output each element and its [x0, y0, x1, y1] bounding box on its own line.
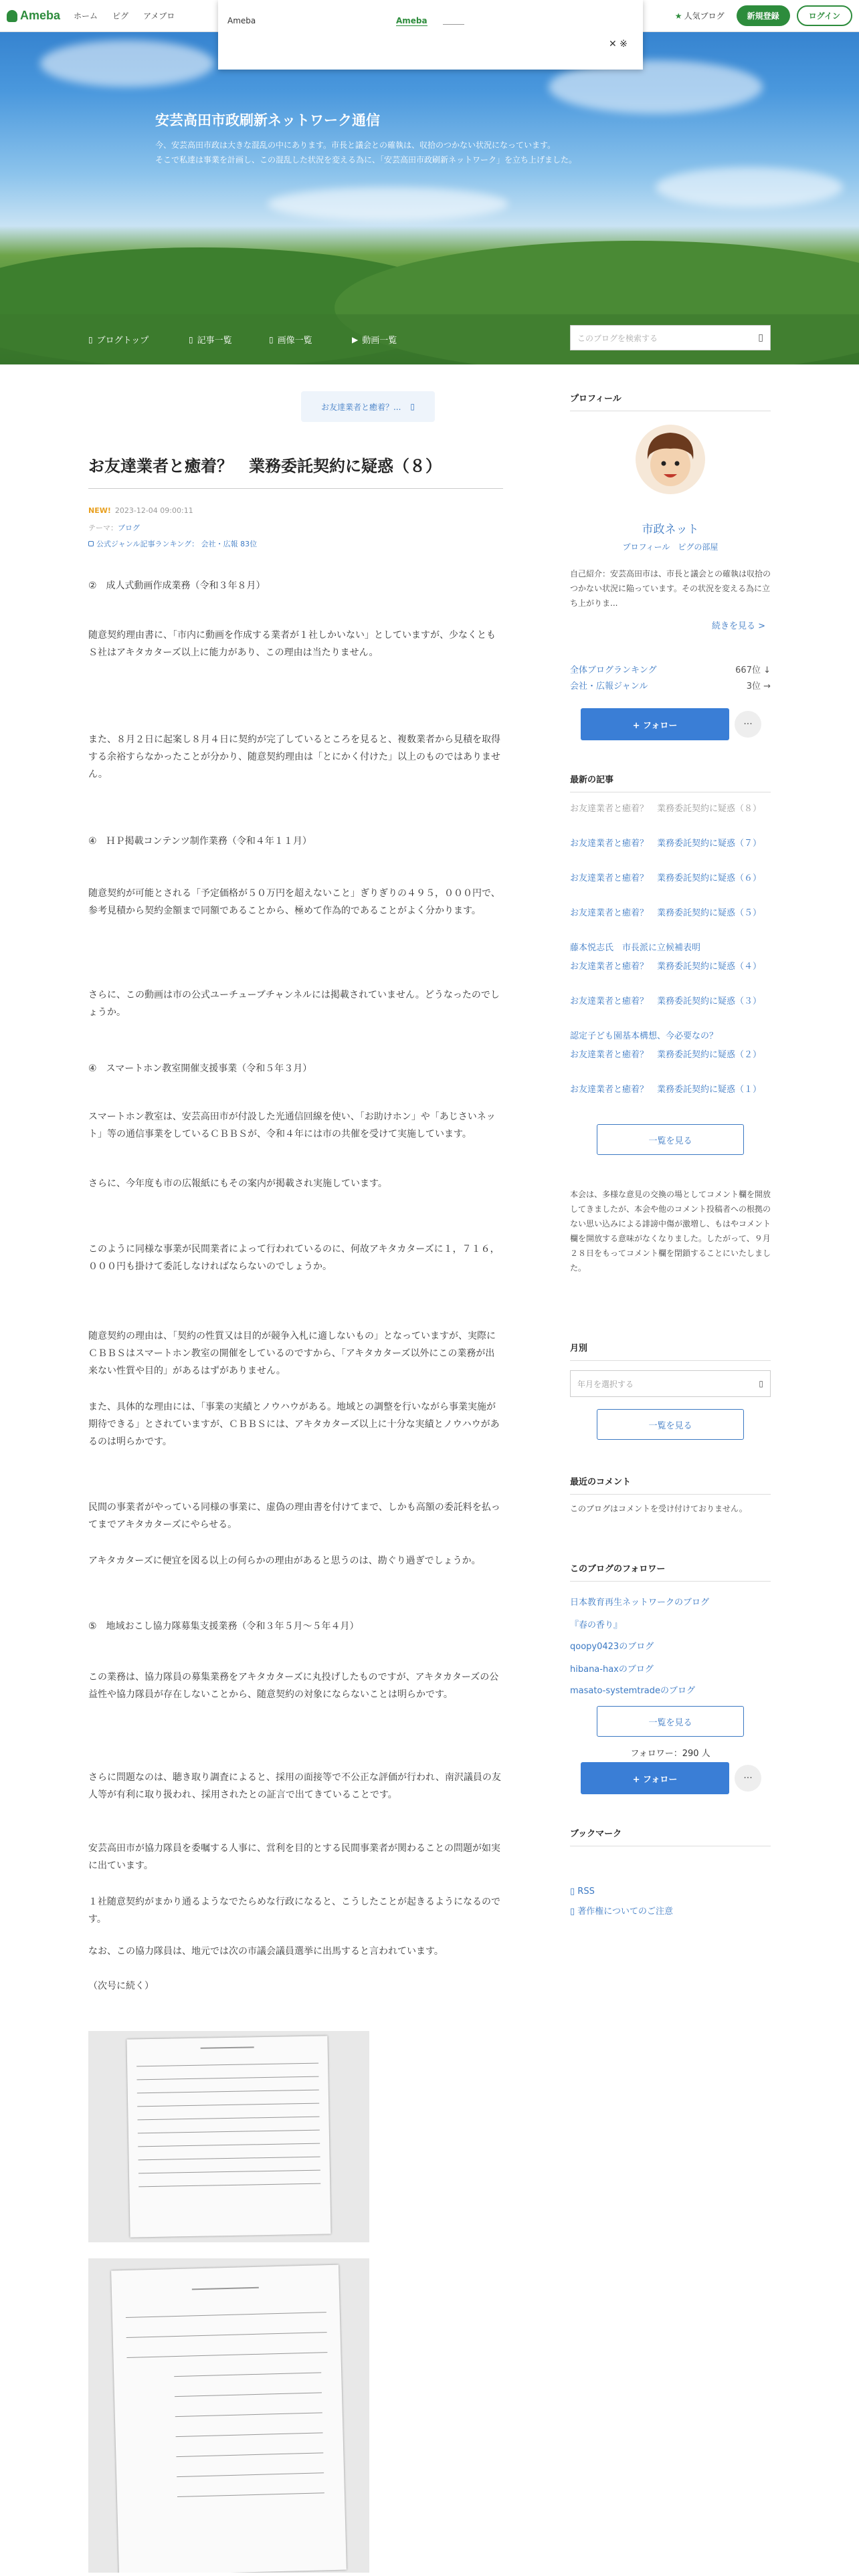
search-icon[interactable]: ▯ [758, 332, 763, 343]
article-paragraph: なお、この協力隊員は、地元では次の市議会議員選挙に出馬すると言われています。 [88, 1946, 444, 1957]
nav-article-list-label: 記事一覧 [197, 336, 232, 346]
document-line [176, 2432, 323, 2437]
recent-article-link[interactable]: お友達業者と癒着？ 業務委託契約に疑惑（６） [570, 873, 762, 883]
document-line [138, 2183, 320, 2187]
document-line [136, 2076, 318, 2080]
article-paragraph: ⑤ 地域おこし協力隊募集支援業務（令和３年５月～５年４月） [88, 1621, 359, 1632]
genre-ranking-side-label[interactable]: 会社・広報ジャンル [570, 681, 648, 691]
nav-image-list-label: 画像一覧 [277, 336, 312, 346]
register-button[interactable]: 新規登録 [737, 5, 790, 26]
article-paragraph: さらに、今年度も市の広報紙にもその案内が掲載され実施しています。 [88, 1178, 387, 1189]
prev-article-label: お友達業者と癒着？... [320, 402, 401, 412]
document-line [138, 2143, 320, 2147]
recent-article-link[interactable]: お友達業者と癒着？ 業務委託契約に疑惑（７） [570, 839, 762, 849]
genre-ranking[interactable] [88, 538, 257, 549]
genre-ranking-side[interactable] [570, 679, 771, 691]
article-image-contract-document[interactable] [88, 2258, 369, 2573]
follow-button[interactable]: + フォロー [581, 708, 729, 740]
avatar-icon [636, 425, 705, 494]
ranking-icon [88, 541, 94, 546]
article-paragraph: 随意契約の理由は、「契約の性質又は目的が競争入札に適しないもの」となっていますが、実際にＣＢＢＳはスマートホン教室の開催をしているのですから、「アキタカターズ以外にこの業務が出来ない性質や目的」があるはずがありません。 [88, 1331, 496, 1376]
ad-popup [218, 0, 643, 70]
nav-ameblo[interactable]: アメブロ [143, 11, 175, 21]
follow-button-bottom[interactable]: + フォロー [581, 1762, 729, 1794]
cloud-shape [268, 187, 508, 221]
image-icon: ▯ [269, 334, 274, 344]
document-line [174, 2372, 321, 2377]
document-line [175, 2412, 322, 2417]
article-paragraph: ② 成人式動画作成業務（令和３年８月） [88, 580, 266, 591]
recent-article-link[interactable]: お友達業者と癒着？ 業務委託契約に疑惑（４） [570, 962, 762, 972]
recent-comments-heading: 最近のコメント [570, 1475, 771, 1495]
document-line [138, 2157, 320, 2161]
star-icon: ★ [674, 11, 682, 21]
rss-icon: ▯ [570, 1887, 578, 1897]
copyright-label: 著作権についてのご注意 [577, 1907, 674, 1917]
arrow-icon: ▯ [410, 402, 415, 411]
blog-description-line: 今、安芸高田市政は大きな混乱の中にあります。市長と議会との確執は、収拾のつかない状況になっています。 [155, 140, 556, 150]
article-paragraph: 安芸高田市が協力隊員を委嘱する人事に、営利を目的とする民間事業者が関わることの問題が如実に出ています。 [88, 1843, 500, 1871]
new-badge: NEW! [88, 506, 111, 515]
document-line [126, 2312, 326, 2318]
article-paragraph: 随意契約が可能とされる「予定価格が５０万円を超えないこと」ぎりぎりの４９５，０００円で、参考見積から契約金額まで同額であることから、極めて作為的であることがよく分かります。 [88, 888, 500, 916]
comment-notice: 本会は、多様な意見の交換の場としてコメント欄を開放してきましたが、本会や他のコメント投稿者への根拠のない思い込みによる誹謗中傷が激増し、もはやコメント欄を開放する意味がなくなりました。したがって、９月２８日をもってコメント欄を閉鎖することにいたしました。 [570, 1190, 771, 1273]
ameba-logo-icon [7, 10, 17, 22]
monthly-list-button[interactable]: 一覧を見る [597, 1409, 744, 1440]
cloud-shape [40, 40, 214, 87]
document-line [138, 2170, 320, 2174]
document-line [177, 2472, 324, 2477]
recent-article-link[interactable]: お友達業者と癒着？ 業務委託契約に疑惑（１） [570, 1085, 762, 1095]
document-line [137, 2090, 319, 2094]
follower-count: フォロワー：290 人 [630, 1749, 710, 1759]
document-line [192, 2287, 259, 2290]
article-paragraph: ④ ＨＰ掲載コンテンツ制作業務（令和４年１１月） [88, 836, 312, 847]
overall-ranking[interactable] [570, 663, 771, 675]
document-line [126, 2332, 327, 2338]
search-placeholder: このブログを検索する [577, 333, 658, 343]
article-paragraph: また、８月２日に起案し８月４日に契約が完了しているところを見ると、複数業者から見積を取得する余裕すらなかったことが分かり、随意契約理由は「とにかく付けた」以上のものではありません。 [88, 734, 500, 780]
follower-list-button[interactable]: 一覧を見る [597, 1706, 744, 1737]
article-paragraph: この業務は、協力隊員の募集業務をアキタカターズに丸投げしたものですが、アキタカターズの公益性や協力隊員が存在しないことから、随意契約の対象にならないことは明らかです。 [88, 1672, 499, 1700]
profile-links[interactable]: プロフィール ピグの部屋 [622, 542, 719, 552]
article-date-row [88, 506, 193, 515]
article-paragraph: また、具体的な理由には、「事業の実績とノウハウがある。地域との調整を行いながら事業実施が期待できる」とされていますが、ＣＢＢＳには、アキタカターズ以上に十分な実績とノウハウがあるのは明らかです。 [88, 1402, 500, 1447]
document-sheet [111, 2265, 347, 2573]
cloud-shape [656, 167, 843, 207]
blog-search-input[interactable] [570, 325, 771, 350]
document-sheet [126, 2036, 330, 2237]
recent-articles-heading: 最新の記事 [570, 772, 771, 792]
close-icon[interactable]: ✕ ※ [609, 39, 628, 49]
article-list-button[interactable]: 一覧を見る [597, 1124, 744, 1155]
overall-ranking-label[interactable]: 全体ブログランキング [570, 665, 657, 675]
nav-home[interactable]: ホーム [74, 11, 98, 21]
genre-ranking-side-value: 3位 → [746, 681, 771, 691]
document-line [138, 2117, 320, 2121]
article-paragraph: （次号に続く） [88, 1981, 154, 1992]
article-paragraph: さらに、この動画は市の公式ユーチューブチャンネルには掲載されていません。どうなったのでしょうか。 [88, 990, 500, 1018]
popular-blog-link[interactable] [675, 10, 725, 21]
document-line [176, 2452, 323, 2457]
list-icon: ▯ [189, 334, 193, 344]
article-theme-row [88, 522, 140, 533]
nav-pigg[interactable]: ピグ [112, 11, 129, 21]
theme-link[interactable]: ブログ [118, 524, 140, 532]
login-button[interactable]: ログイン [797, 5, 852, 26]
document-line [136, 2063, 318, 2067]
nav-article-list[interactable] [189, 333, 232, 346]
rss-link[interactable] [570, 1887, 595, 1897]
chevron-down-icon: ▯ [759, 1379, 763, 1388]
recent-article-link[interactable]: お友達業者と癒着？ 業務委託契約に疑惑（３） [570, 996, 762, 1006]
ameba-logo[interactable] [7, 9, 60, 23]
profile-intro: 自己紹介：安芸高田市は、市長と議会との確執は収拾のつかない状況に陥っています。その状況を変える為に立ち上がりま... [570, 569, 771, 608]
article-paragraph: 随意契約理由書に、「市内に動画を作成する業者が１社しかいない」としていますが、少なくともＳ社はアキタカターズ以上に能力があり、この理由は当たりません。 [88, 630, 496, 658]
profile-heading: プロフィール [570, 391, 771, 411]
top-bar-actions [675, 5, 852, 26]
nav-image-list[interactable] [269, 333, 312, 346]
overall-ranking-value: 667位 ↓ [735, 665, 771, 675]
info-icon: ▯ [570, 1907, 578, 1917]
video-icon: ▶ [352, 334, 359, 344]
article-image-document-table[interactable] [88, 2031, 369, 2242]
article-date: 2023-12-04 09:00:11 [114, 506, 193, 515]
recent-article-link[interactable]: お友達業者と癒着？ 業務委託契約に疑惑（２） [570, 1050, 762, 1060]
month-select-value: 年月を選択する [577, 1379, 634, 1389]
document-line [201, 2046, 254, 2048]
month-select[interactable] [570, 1370, 771, 1397]
article-paragraph: スマートホン教室は、安芸高田市が付設した光通信回線を使い、「お助けホン」や「あじさいネット」等の通信事業をしているＣＢＢＳが、令和４年には市の共催を受けて実施しています。 [88, 1111, 496, 1140]
nav-video-list-label: 動画一覧 [362, 336, 397, 346]
profile-name[interactable]: 市政ネット [642, 523, 699, 536]
article-paragraph: ④ スマートホン教室開催支援事業（令和５年３月） [88, 1063, 312, 1074]
theme-label: テーマ： [88, 524, 118, 532]
home-icon: ▯ [88, 334, 93, 344]
follower-link[interactable]: 『春の香り』 [570, 1620, 623, 1630]
popular-blog-label: 人気ブログ [684, 11, 725, 21]
document-line [175, 2392, 322, 2397]
nav-video-list[interactable] [352, 333, 397, 346]
genre-ranking-label: 公式ジャンル記事ランキング： 会社・広報 83位 [96, 540, 258, 548]
prev-article-link[interactable] [301, 391, 435, 422]
article-paragraph: １社随意契約がまかり通るようなでたらめな行政になると、こうしたことが起きるようになるのです。 [88, 1897, 500, 1925]
bookmark-heading: ブックマーク [570, 1826, 771, 1846]
top-nav [74, 10, 189, 21]
article-paragraph: アキタカターズに便宜を図る以上の何らかの理由があると思うのは、勘ぐり過ぎでしょうか。 [88, 1555, 481, 1566]
nav-blog-top[interactable] [88, 333, 149, 346]
more-options-icon[interactable]: ··· [735, 711, 761, 738]
comments-disabled-text: このブログはコメントを受け付けておりません。 [570, 1504, 747, 1513]
follower-link[interactable]: masato-systemtradeのブログ [570, 1686, 696, 1696]
blog-description [155, 138, 677, 167]
popup-brand-link[interactable]: Ameba [396, 16, 427, 25]
popup-label: Ameba [227, 16, 256, 25]
document-line [177, 2492, 324, 2497]
recent-article-link[interactable]: 認定子ども園基本構想、今必要なの？ [570, 1031, 719, 1041]
copyright-link[interactable] [570, 1904, 673, 1917]
recent-article-link[interactable]: お友達業者と癒着？ 業務委託契約に疑惑（８） [570, 804, 762, 814]
article-title[interactable]: お友達業者と癒着？ 業務委託契約に疑惑（８） [88, 453, 503, 489]
nav-blog-top-label: ブログトップ [96, 336, 149, 346]
recent-article-link[interactable]: 藤本悦志氏 市長派に立候補表明 [570, 943, 701, 953]
followers-heading: このブログのフォロワー [570, 1562, 771, 1582]
document-line [137, 2103, 319, 2107]
document-line [126, 2352, 327, 2358]
monthly-heading: 月別 [570, 1341, 771, 1361]
follower-link[interactable]: qoopy0423のブログ [570, 1642, 654, 1652]
ameba-logo-text: Ameba [20, 9, 61, 22]
follower-link[interactable]: hibana-haxのブログ [570, 1665, 654, 1675]
rss-label: RSS [577, 1887, 595, 1897]
article-paragraph: 民間の事業者がやっている同様の事業に、虚偽の理由書を付けてまで、しかも高額の委託料を払ってまでアキタカターズにやらせる。 [88, 1502, 500, 1530]
article-paragraph: このように同様な事業が民間業者によって行われているのに、何故アキタカターズに１，７１６，０００円も掛けて委託しなければならないのでしょうか。 [88, 1244, 500, 1272]
document-line [138, 2130, 320, 2134]
read-more-link[interactable]: 続きを見る > [712, 621, 766, 631]
more-options-icon[interactable]: ··· [735, 1765, 761, 1792]
blog-title[interactable]: 安芸高田市政刷新ネットワーク通信 [155, 112, 380, 128]
follower-link[interactable]: 日本教育再生ネットワークのブログ [570, 1598, 710, 1608]
article-paragraph: さらに問題なのは、聴き取り調査によると、採用の面接等で不公正な評価が行われ、南沢議員の友人等が有利に取り扱われ、採用されたとの証言で出てきていることです。 [88, 1772, 501, 1800]
blog-description-line: そこで私達は事業を計画し、この混乱した状況を変える為に、「安芸高田市政刷新ネットワーク」を立ち上げました。 [155, 155, 577, 165]
avatar[interactable] [636, 425, 705, 494]
popup-underline [443, 24, 464, 25]
recent-article-link[interactable]: お友達業者と癒着？ 業務委託契約に疑惑（５） [570, 908, 762, 918]
